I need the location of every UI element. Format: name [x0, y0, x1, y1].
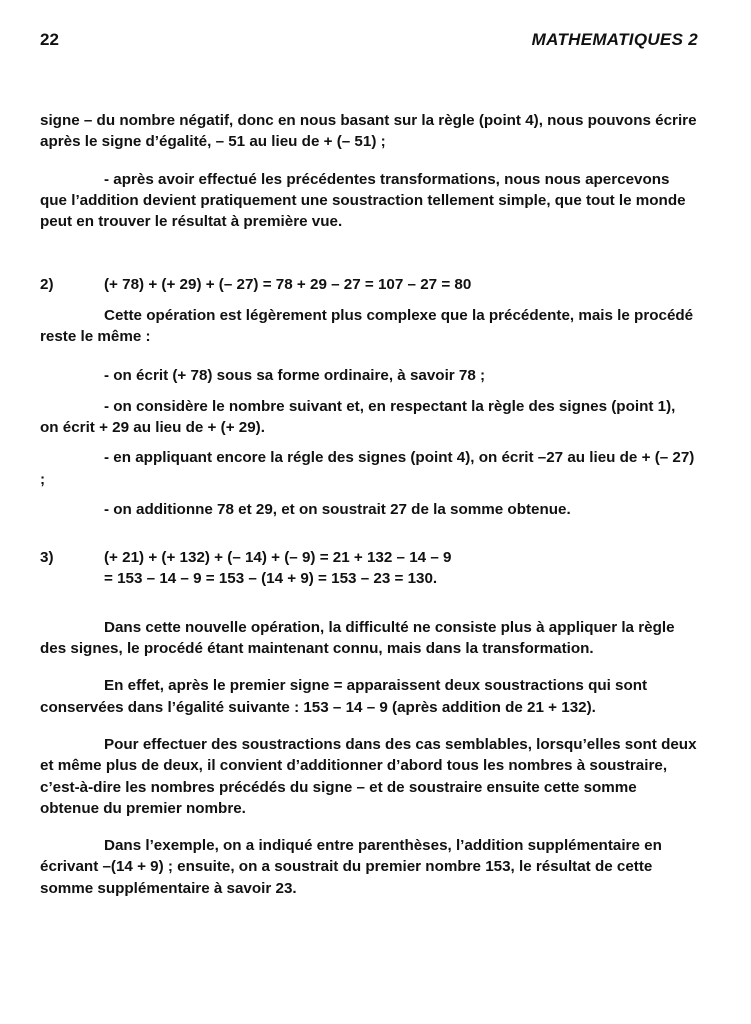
list-item: - en appliquant encore la régle des signes (point 4), on écrit –27 au lieu de + (– 27) ;	[40, 449, 695, 488]
example-equation: (+ 78) + (+ 29) + (– 27) = 78 + 29 – 27 = 107 – 27 = 80	[104, 276, 472, 294]
page-number: 22	[40, 30, 59, 49]
explanation-paragraph: Pour effectuer des soustractions dans des cas semblables, lorsqu’elles sont deux et même plus de deux, il convient d’additionner d’abord tous les nombres à soustraire, c’est-à-dire les nombres précédés du signe – et de soustraire ensuite cette somme obtenue du premier nombre.	[40, 735, 697, 817]
continued-paragraph: signe – du nombre négatif, donc en nous basant sur la règle (point 4), nous pouvons écrire après le signe d’égalité, – 51 au lieu de + (– 51) ;	[40, 112, 697, 151]
explanation-paragraph: Cette opération est légèrement plus complexe que la précédente, mais le procédé reste le même :	[40, 306, 694, 346]
explanation-paragraph: Dans l’exemple, on a indiqué entre parenthèses, l’addition supplémentaire en écrivant –(14 + 9) ; ensuite, on a soustrait du premier nombre 153, le résultat de cette somme supplémentaire à savoir 23.	[40, 837, 662, 897]
list-item: - on écrit (+ 78) sous sa forme ordinaire, à savoir 78 ;	[104, 367, 486, 385]
explanation-paragraph: En effet, après le premier signe = apparaissent deux soustractions qui sont conservées dans l’égalité suivante : 153 – 14 – 9 (après addition de 21 + 132).	[40, 677, 648, 716]
example-number: 3)	[40, 549, 54, 567]
example-2	[40, 274, 698, 295]
example-equation-block	[104, 547, 451, 590]
page-body	[40, 110, 698, 990]
transformation-paragraph: - après avoir effectué les précédentes transformations, nous nous apercevons que l’addition devient pratiquement une soustraction tellement simple, que tout le monde peut en trouver le résultat à première vue.	[40, 170, 686, 231]
page-header	[40, 28, 698, 52]
list-item: - on additionne 78 et 29, et on soustrait 27 de la somme obtenue.	[104, 500, 571, 518]
list-item: - on considère le nombre suivant et, en respectant la règle des signes (point 1), on écrit + 29 au lieu de + (+ 29).	[40, 397, 676, 436]
equation-line: = 153 – 14 – 9 = 153 – (14 + 9) = 153 – 23 = 130.	[104, 570, 438, 588]
explanation-paragraph: Dans cette nouvelle opération, la difficulté ne consiste plus à appliquer la règle des signes, le procédé étant maintenant connu, mais dans la transformation.	[40, 618, 675, 658]
example-number: 2)	[40, 276, 54, 294]
example-3	[40, 547, 698, 590]
equation-line: (+ 21) + (+ 132) + (– 14) + (– 9) = 21 + 132 – 14 – 9	[104, 549, 452, 567]
running-title: MATHEMATIQUES 2	[531, 30, 698, 49]
